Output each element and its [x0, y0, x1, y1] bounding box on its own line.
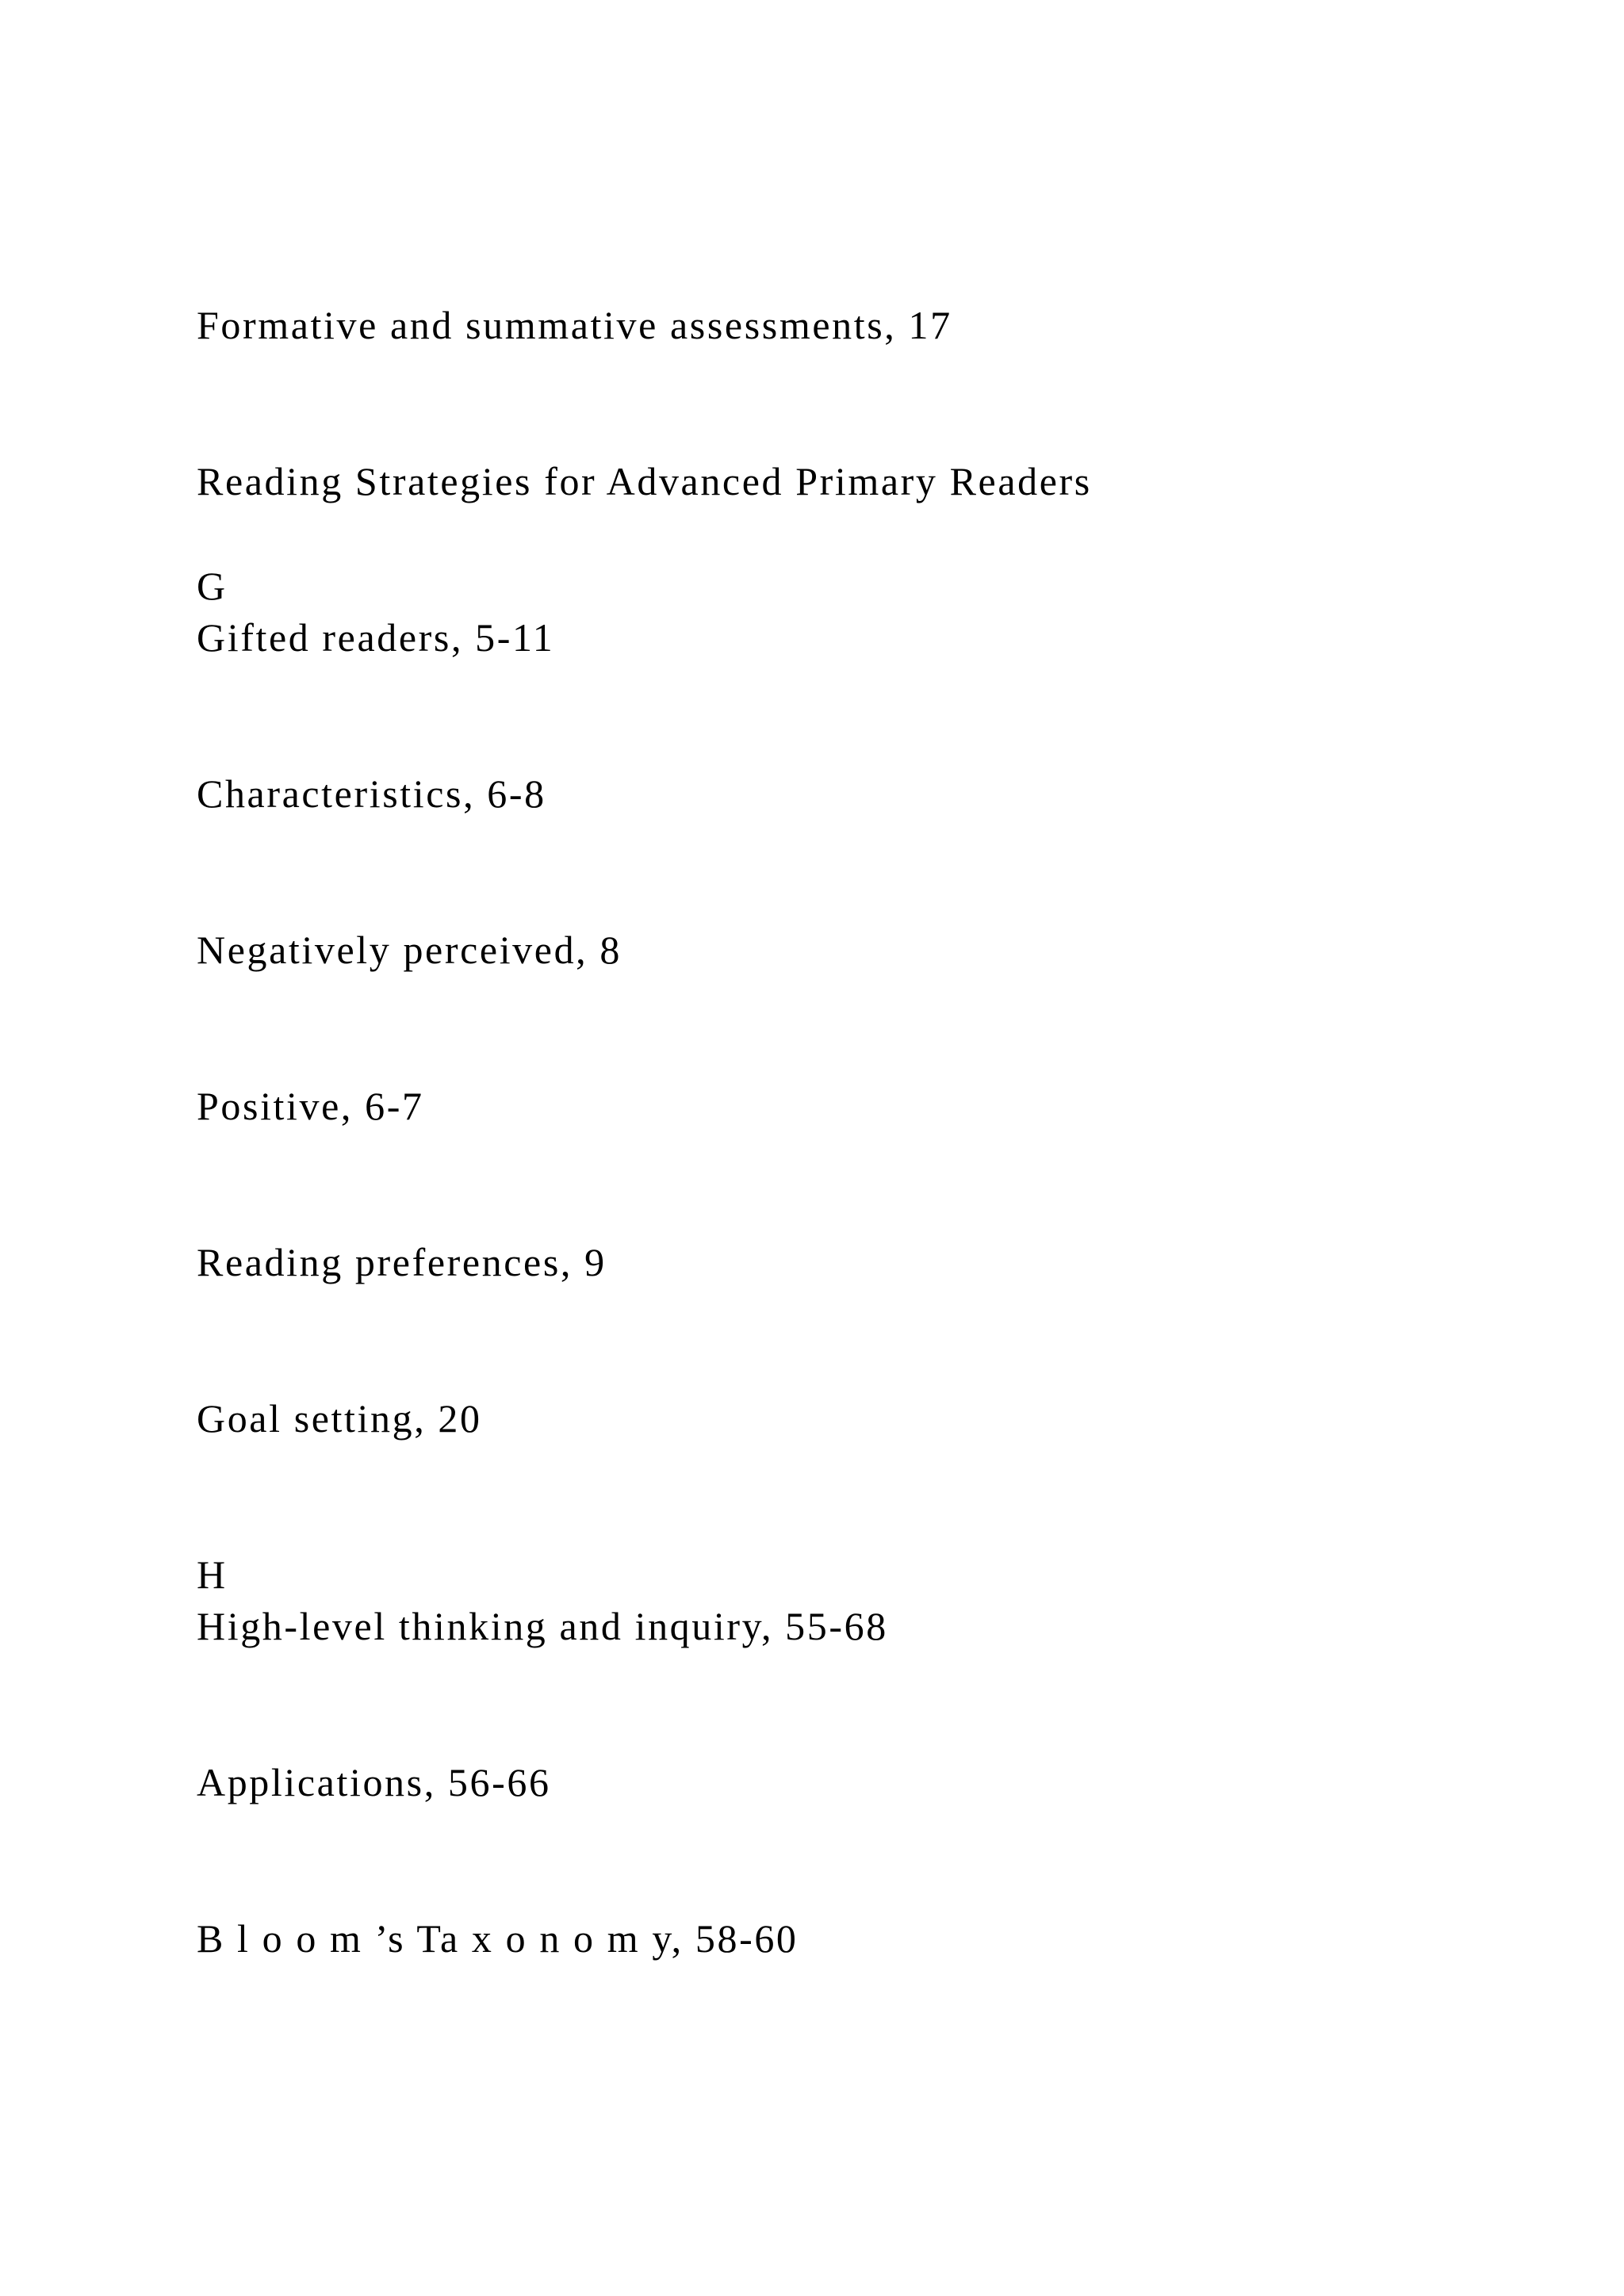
- index-entry-formative-summative: Formative and summative assessments, 17: [197, 303, 952, 347]
- index-letter-heading-g: G: [197, 564, 226, 608]
- index-letter-heading-h: H: [197, 1552, 226, 1597]
- index-entry-applications: Applications, 56-66: [197, 1760, 551, 1804]
- index-entry-high-level-thinking: High-level thinking and inquiry, 55-68: [197, 1604, 888, 1648]
- index-entry-characteristics: Characteristics, 6-8: [197, 771, 546, 816]
- index-entry-positive: Positive, 6-7: [197, 1084, 424, 1128]
- index-entry-goal-setting: Goal setting, 20: [197, 1396, 482, 1441]
- running-header-book-title: Reading Strategies for Advanced Primary Readers: [197, 459, 1092, 503]
- index-entry-gifted-readers: Gifted readers, 5-11: [197, 615, 555, 660]
- index-entry-reading-preferences: Reading preferences, 9: [197, 1240, 607, 1284]
- index-entry-blooms-taxonomy: B l o o m ’s Ta x o n o m y, 58-60: [197, 1916, 799, 1961]
- index-entry-negatively-perceived: Negatively perceived, 8: [197, 928, 622, 972]
